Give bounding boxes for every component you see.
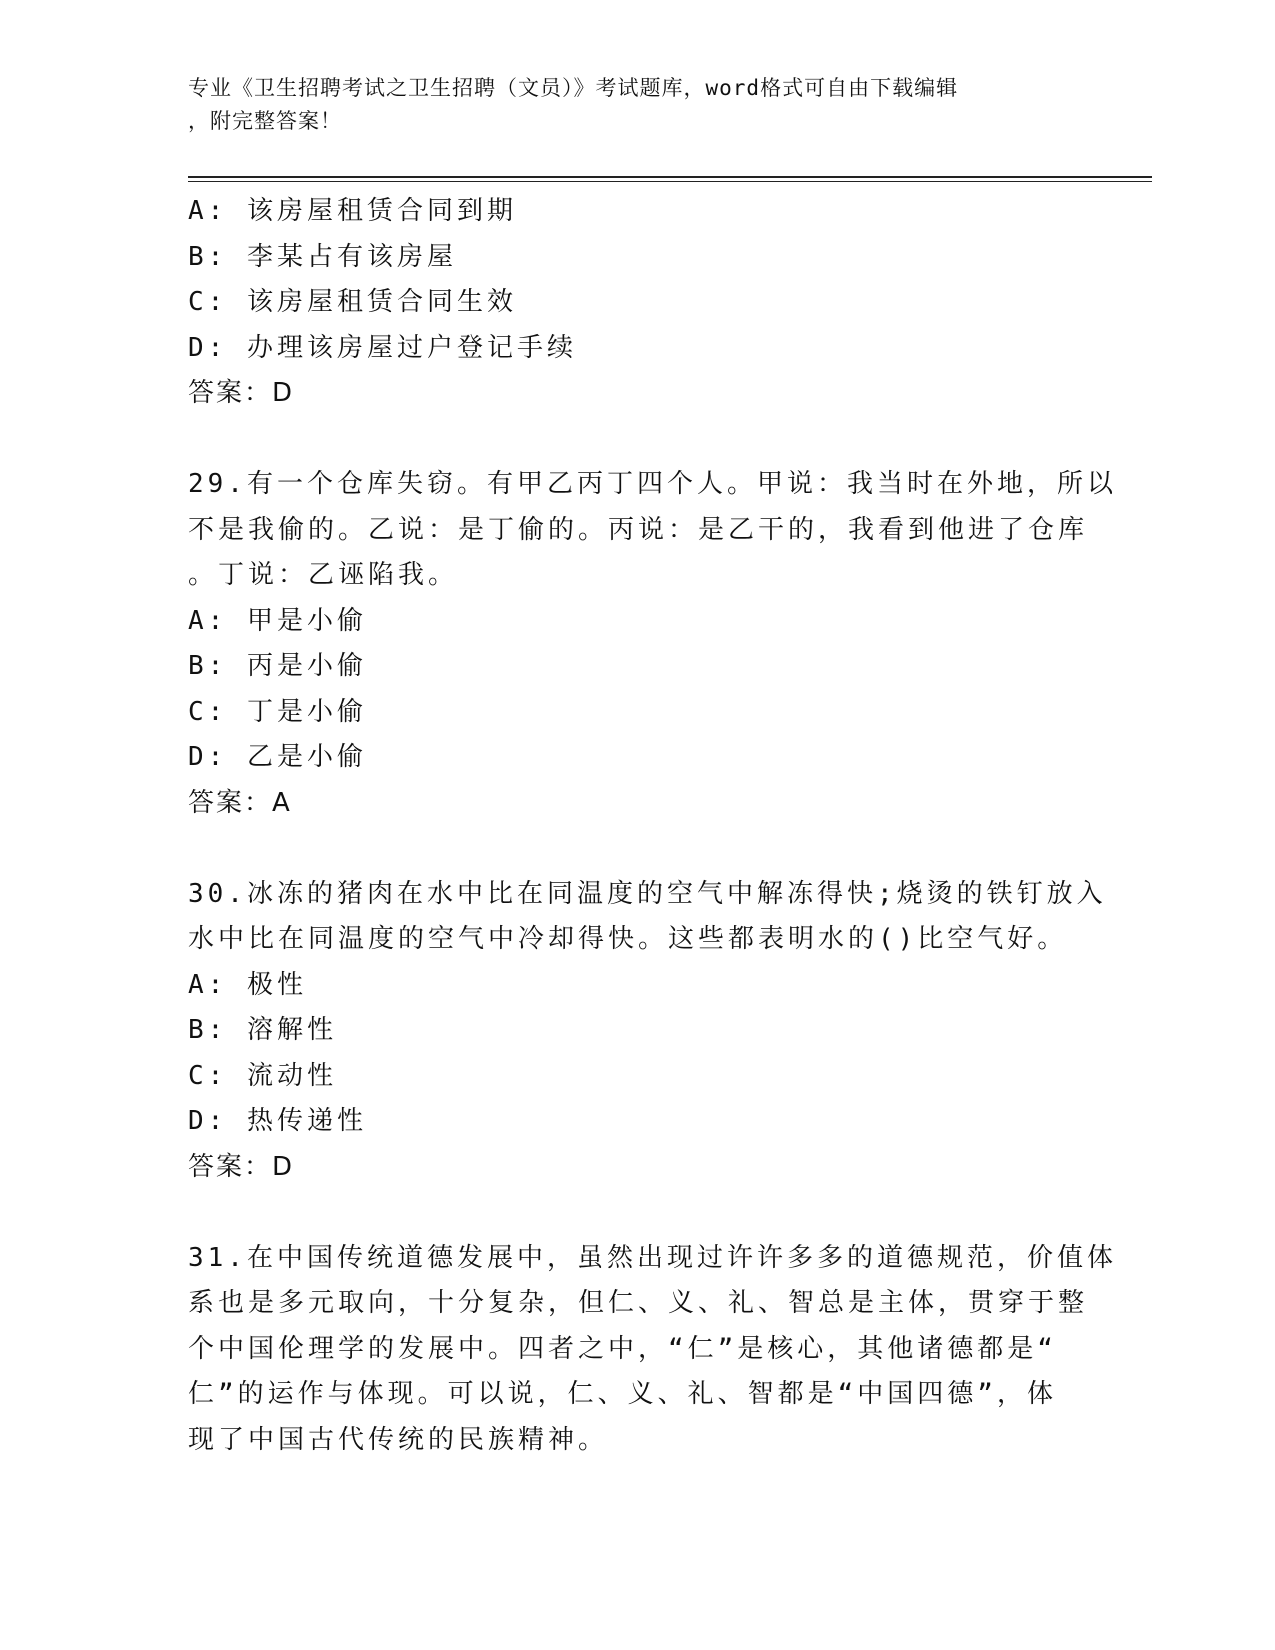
question-28: [188, 189, 1088, 417]
option-b: B: 李某占有该房屋: [188, 241, 457, 272]
question-stem-line: 30.冰冻的猪肉在水中比在同温度的空气中解冻得快;烧烫的铁钉放入: [188, 878, 1107, 909]
option-a: A: 甲是小偷: [188, 605, 367, 636]
header-line-1: 专业《卫生招聘考试之卫生招聘（文员）》考试题库，word格式可自由下载编辑: [188, 76, 959, 100]
question-spacer: [188, 826, 1088, 872]
question-spacer: [188, 1190, 1088, 1236]
option-c: C: 丁是小偷: [188, 696, 367, 727]
question-stem-line: 仁”的运作与体现。可以说，仁、义、礼、智都是“中国四德”，体: [188, 1379, 1057, 1409]
header-divider-thick: [188, 176, 1152, 178]
option-b: B: 溶解性: [188, 1015, 337, 1045]
question-30: [188, 872, 1107, 1191]
question-stem-line: 水中比在同温度的空气中冷却得快。这些都表明水的()比空气好。: [188, 924, 1068, 954]
option-a: A: 该房屋租赁合同到期: [188, 196, 517, 226]
header-line-2: ，附完整答案！: [188, 109, 342, 133]
option-a: A: 极性: [188, 969, 307, 1000]
question-31: [188, 1236, 1117, 1464]
question-stem-line: 个中国伦理学的发展中。四者之中，“仁”是核心，其他诸德都是“: [188, 1333, 1057, 1364]
option-b: B: 丙是小偷: [188, 651, 367, 681]
question-stem-line: 现了中国古代传统的民族精神。: [188, 1424, 609, 1455]
option-d: D: 办理该房屋过户登记手续: [188, 332, 577, 363]
question-stem-line: 29.有一个仓库失窃。有甲乙丙丁四个人。甲说：我当时在外地，所以: [188, 469, 1117, 499]
question-stem-line: 31.在中国传统道德发展中，虽然出现过许许多多的道德规范，价值体: [188, 1242, 1117, 1273]
question-stem-line: 系也是多元取向，十分复杂，但仁、义、礼、智总是主体，贯穿于整: [188, 1288, 1089, 1318]
question-stem-line: 。丁说：乙诬陷我。: [188, 560, 459, 590]
answer-line: 答案：D: [188, 378, 295, 408]
header-divider-thin: [188, 181, 1152, 182]
option-c: C: 该房屋租赁合同生效: [188, 287, 517, 317]
question-spacer: [188, 417, 1088, 463]
question-content: [188, 189, 1117, 1463]
option-c: C: 流动性: [188, 1060, 337, 1091]
option-d: D: 热传递性: [188, 1106, 367, 1136]
question-29: [188, 462, 1117, 826]
option-d: D: 乙是小偷: [188, 742, 367, 772]
document-header: [188, 72, 1088, 138]
answer-line: 答案：A: [188, 787, 292, 818]
question-stem-line: 不是我偷的。乙说：是丁偷的。丙说：是乙干的，我看到他进了仓库: [188, 514, 1089, 545]
answer-line: 答案：D: [188, 1151, 295, 1182]
